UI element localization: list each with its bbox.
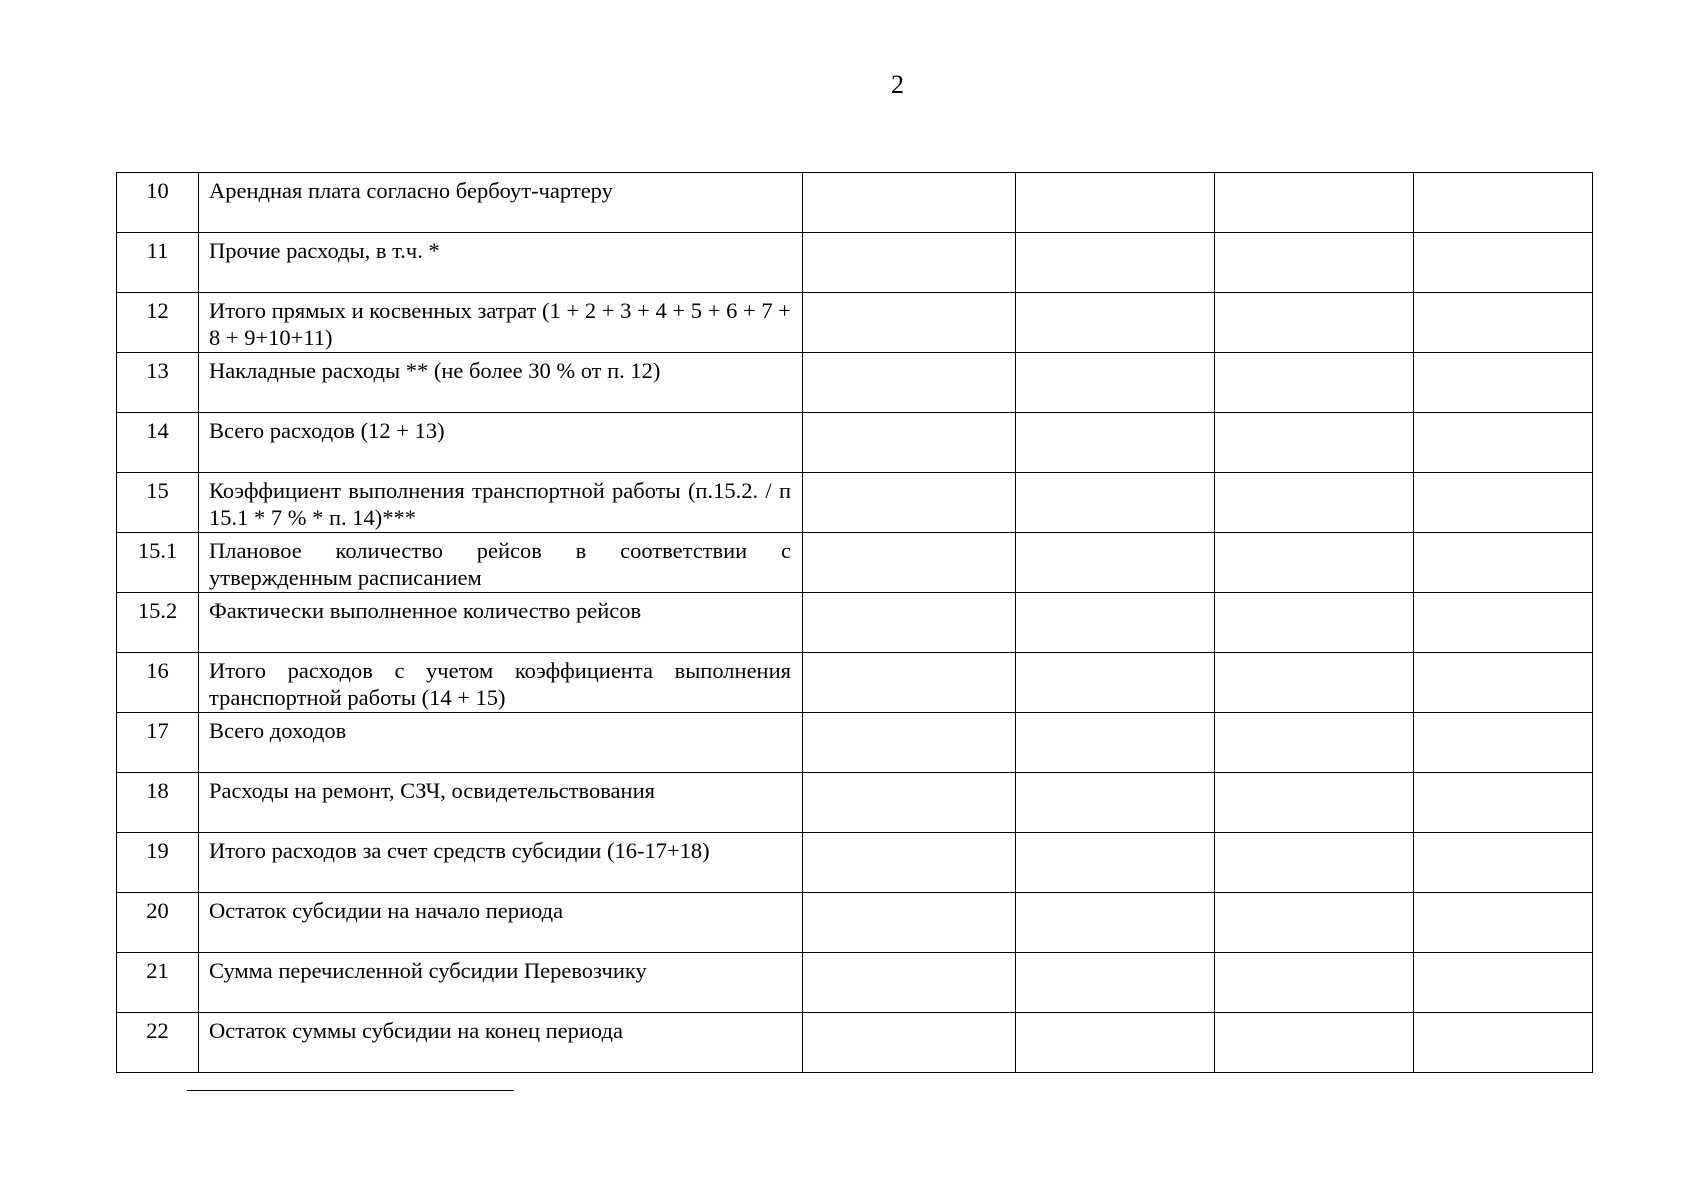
value-cell bbox=[1016, 413, 1215, 473]
value-cell bbox=[803, 653, 1016, 713]
value-cell bbox=[803, 353, 1016, 413]
value-cell bbox=[803, 893, 1016, 953]
value-cell bbox=[1016, 353, 1215, 413]
row-number: 19 bbox=[117, 833, 199, 893]
value-cell bbox=[1016, 773, 1215, 833]
row-number: 18 bbox=[117, 773, 199, 833]
value-cell bbox=[1016, 1013, 1215, 1073]
value-cell bbox=[1414, 473, 1593, 533]
row-label: Сумма перечисленной субсидии Перевозчику bbox=[199, 953, 803, 1013]
value-cell bbox=[803, 413, 1016, 473]
value-cell bbox=[803, 173, 1016, 233]
value-cell bbox=[1414, 893, 1593, 953]
value-cell bbox=[803, 473, 1016, 533]
value-cell bbox=[803, 533, 1016, 593]
value-cell bbox=[803, 593, 1016, 653]
value-cell bbox=[1215, 413, 1414, 473]
value-cell bbox=[803, 773, 1016, 833]
row-number: 14 bbox=[117, 413, 199, 473]
value-cell bbox=[1016, 593, 1215, 653]
value-cell bbox=[1414, 533, 1593, 593]
row-number: 10 bbox=[117, 173, 199, 233]
value-cell bbox=[803, 1013, 1016, 1073]
table-row bbox=[117, 833, 1593, 893]
value-cell bbox=[1414, 953, 1593, 1013]
value-cell bbox=[1016, 953, 1215, 1013]
value-cell bbox=[1016, 653, 1215, 713]
row-label: Итого расходов с учетом коэффициента выполнения транспортной работы (14 + 15) bbox=[199, 653, 803, 713]
row-label: Плановое количество рейсов в соответствии с утвержденным расписанием bbox=[199, 533, 803, 593]
value-cell bbox=[1414, 593, 1593, 653]
value-cell bbox=[1215, 173, 1414, 233]
table-row bbox=[117, 473, 1593, 533]
row-label: Остаток суммы субсидии на конец периода bbox=[199, 1013, 803, 1073]
value-cell bbox=[803, 953, 1016, 1013]
table-row bbox=[117, 413, 1593, 473]
value-cell bbox=[1215, 1013, 1414, 1073]
value-cell bbox=[1215, 653, 1414, 713]
row-label: Остаток субсидии на начало периода bbox=[199, 893, 803, 953]
value-cell bbox=[1414, 1013, 1593, 1073]
table-row bbox=[117, 533, 1593, 593]
expense-table bbox=[116, 172, 1593, 1073]
row-label: Итого прямых и косвенных затрат (1 + 2 + 3 + 4 + 5 + 6 + 7 + 8 + 9+10+11) bbox=[199, 293, 803, 353]
value-cell bbox=[1016, 173, 1215, 233]
value-cell bbox=[1414, 713, 1593, 773]
value-cell bbox=[803, 293, 1016, 353]
row-label: Расходы на ремонт, СЗЧ, освидетельствования bbox=[199, 773, 803, 833]
table-row bbox=[117, 173, 1593, 233]
row-number: 21 bbox=[117, 953, 199, 1013]
row-label: Прочие расходы, в т.ч. * bbox=[199, 233, 803, 293]
row-number: 13 bbox=[117, 353, 199, 413]
value-cell bbox=[1016, 833, 1215, 893]
value-cell bbox=[1414, 653, 1593, 713]
footnote-separator bbox=[187, 1090, 514, 1091]
value-cell bbox=[1215, 953, 1414, 1013]
value-cell bbox=[1414, 353, 1593, 413]
row-label: Всего доходов bbox=[199, 713, 803, 773]
value-cell bbox=[1215, 473, 1414, 533]
value-cell bbox=[803, 713, 1016, 773]
value-cell bbox=[1215, 773, 1414, 833]
row-label: Фактически выполненное количество рейсов bbox=[199, 593, 803, 653]
table-row bbox=[117, 953, 1593, 1013]
row-number: 22 bbox=[117, 1013, 199, 1073]
value-cell bbox=[1215, 713, 1414, 773]
value-cell bbox=[1414, 833, 1593, 893]
row-number: 15.1 bbox=[117, 533, 199, 593]
value-cell bbox=[1215, 353, 1414, 413]
value-cell bbox=[1016, 713, 1215, 773]
table-body bbox=[117, 173, 1593, 1073]
table-row bbox=[117, 773, 1593, 833]
value-cell bbox=[803, 833, 1016, 893]
value-cell bbox=[1016, 233, 1215, 293]
value-cell bbox=[1414, 413, 1593, 473]
row-number: 15 bbox=[117, 473, 199, 533]
row-label: Всего расходов (12 + 13) bbox=[199, 413, 803, 473]
value-cell bbox=[1215, 593, 1414, 653]
table-row bbox=[117, 353, 1593, 413]
value-cell bbox=[1215, 293, 1414, 353]
row-label: Накладные расходы ** (не более 30 % от п. 12) bbox=[199, 353, 803, 413]
row-label: Коэффициент выполнения транспортной работы (п.15.2. / п 15.1 * 7 % * п. 14)*** bbox=[199, 473, 803, 533]
table-row bbox=[117, 593, 1593, 653]
row-label: Арендная плата согласно бербоут-чартеру bbox=[199, 173, 803, 233]
table-row bbox=[117, 893, 1593, 953]
row-number: 12 bbox=[117, 293, 199, 353]
value-cell bbox=[1215, 893, 1414, 953]
value-cell bbox=[1414, 173, 1593, 233]
value-cell bbox=[803, 233, 1016, 293]
value-cell bbox=[1215, 533, 1414, 593]
row-label: Итого расходов за счет средств субсидии (16-17+18) bbox=[199, 833, 803, 893]
value-cell bbox=[1414, 293, 1593, 353]
value-cell bbox=[1215, 233, 1414, 293]
value-cell bbox=[1215, 833, 1414, 893]
table-row bbox=[117, 1013, 1593, 1073]
row-number: 11 bbox=[117, 233, 199, 293]
value-cell bbox=[1016, 473, 1215, 533]
value-cell bbox=[1016, 533, 1215, 593]
row-number: 16 bbox=[117, 653, 199, 713]
value-cell bbox=[1414, 773, 1593, 833]
table-row bbox=[117, 233, 1593, 293]
table-row bbox=[117, 713, 1593, 773]
row-number: 20 bbox=[117, 893, 199, 953]
table-row bbox=[117, 653, 1593, 713]
value-cell bbox=[1016, 293, 1215, 353]
value-cell bbox=[1016, 893, 1215, 953]
page-number: 2 bbox=[891, 70, 904, 99]
row-number: 17 bbox=[117, 713, 199, 773]
value-cell bbox=[1414, 233, 1593, 293]
row-number: 15.2 bbox=[117, 593, 199, 653]
table-row bbox=[117, 293, 1593, 353]
